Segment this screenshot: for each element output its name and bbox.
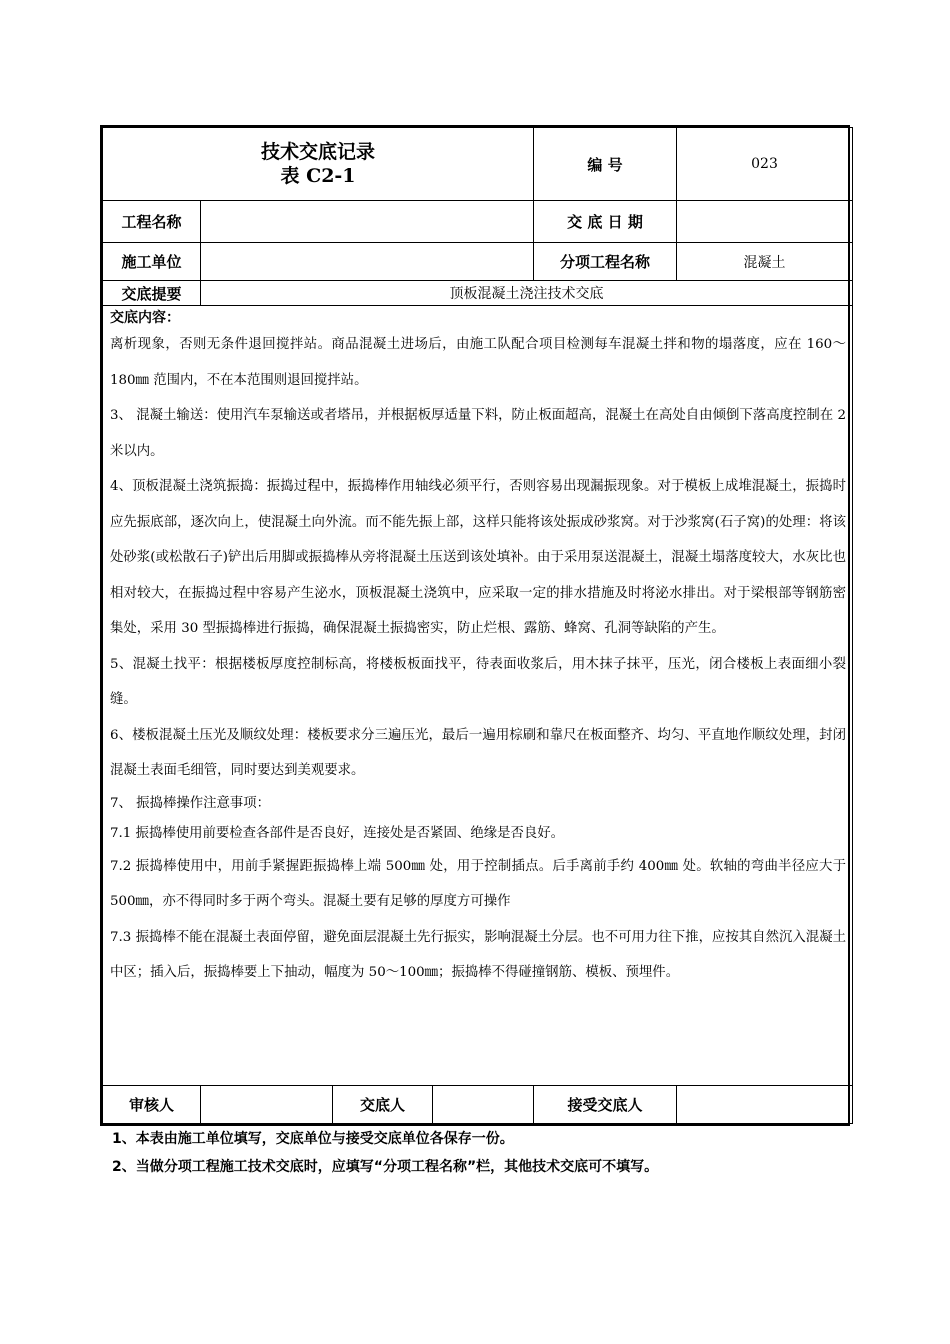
presenter-field[interactable] (433, 1086, 534, 1124)
content-paragraph: 5、混凝土找平：根据楼板厚度控制标高，将楼板板面找平，待表面收浆后，用木抹子抹平，压光，闭合楼板上表面细小裂缝。 (110, 656, 847, 707)
unit-row (103, 243, 853, 281)
content-paragraph: 3、 混凝土输送：使用汽车泵输送或者塔吊，并根据板厚适量下料，防止板面超高，混凝土在高处自由倾倒下落高度控制在 2 米以内。 (110, 408, 847, 459)
content-area (103, 306, 853, 1086)
sub-project-label: 分项工程名称 (534, 243, 677, 281)
content-paragraph: 离析现象，否则无条件退回搅拌站。商品混凝土进场后，由施工队配合项目检测每车混凝土拌和物的塌落度，应在 160～180㎜ 范围内，不在本范围则退回搅拌站。 (110, 337, 847, 388)
project-name-label: 工程名称 (103, 201, 201, 243)
content-heading: 交底内容： (110, 310, 180, 326)
content-paragraph: 7.2 振捣棒使用中，用前手紧握距振捣棒上端 500㎜ 处，用于控制插点。后手离前手约 400㎜ 处。软轴的弯曲半径应大于 500㎜，亦不得同时多于两个弯头。混凝土要有足够的厚度方可操作 (110, 858, 847, 909)
summary-label: 交底提要 (103, 281, 201, 306)
content-paragraph: 7.1 振捣棒使用前要检查各部件是否良好，连接处是否紧固、绝缘是否良好。 (110, 825, 565, 841)
signature-row (103, 1086, 853, 1124)
form-table (102, 127, 853, 1124)
project-name-field[interactable] (201, 201, 534, 243)
receiver-label: 接受交底人 (534, 1086, 677, 1124)
reviewer-field[interactable] (201, 1086, 333, 1124)
reviewer-label: 审核人 (103, 1086, 201, 1124)
content-paragraph: 7、 振捣棒操作注意事项： (110, 795, 271, 811)
form-notes (112, 1125, 852, 1181)
summary-value[interactable]: 顶板混凝土浇注技术交底 (201, 281, 853, 306)
content-paragraph: 7.3 振捣棒不能在混凝土表面停留，避免面层混凝土先行振实，影响混凝土分层。也不可用力往下推，应按其自然沉入混凝土中区；插入后，振捣棒要上下抽动，幅度为 50～100㎜；振捣棒不得碰撞钢筋、模板、预埋件。 (110, 929, 847, 980)
content-paragraph: 4、顶板混凝土浇筑振捣：振捣过程中，振捣棒作用轴线必须平行，否则容易出现漏振现象。对于模板上成堆混凝土，振捣时应先振底部，逐次向上，使混凝土向外流。而不能先振上部，这样只能将该处振成砂浆窝。对于沙浆窝(石子窝)的处理：将该处砂浆(或松散石子)铲出后用脚或振捣棒从旁将混凝土压送到该处填补。由于采用泵送混凝土，混凝土塌落度较大，水灰比也相对较大，在振捣过程中容易产生泌水，顶板混凝土浇筑中，应采取一定的排水措施及时将泌水排出。对于梁根部等钢筋密集处，采用 30 型振捣棒进行振捣，确保混凝土振捣密实，防止烂根、露筋、蜂窝、孔洞等缺陷的产生。 (110, 479, 847, 636)
technical-disclosure-form (100, 125, 850, 1126)
number-label: 编 号 (534, 128, 677, 201)
receiver-field[interactable] (677, 1086, 853, 1124)
date-field[interactable] (677, 201, 853, 243)
form-title (103, 128, 534, 201)
note-line: 2、当做分项工程施工技术交底时，应填写“分项工程名称”栏，其他技术交底可不填写。 (112, 1159, 659, 1175)
construction-unit-field[interactable] (201, 243, 534, 281)
number-value: 023 (677, 128, 853, 201)
project-row (103, 201, 853, 243)
title-line2: 表 C2-1 (280, 165, 356, 187)
title-line1: 技术交底记录 (261, 141, 376, 163)
content-paragraph: 6、楼板混凝土压光及顺纹处理：楼板要求分三遍压光，最后一遍用棕刷和靠尺在板面整齐、均匀、平直地作顺纹处理，封闭混凝土表面毛细管，同时要达到美观要求。 (110, 727, 847, 778)
sub-project-value[interactable]: 混凝土 (677, 243, 853, 281)
summary-row (103, 281, 853, 306)
date-label: 交 底 日 期 (534, 201, 677, 243)
header-row (103, 128, 853, 201)
construction-unit-label: 施工单位 (103, 243, 201, 281)
note-line: 1、本表由施工单位填写，交底单位与接受交底单位各保存一份。 (112, 1131, 514, 1147)
presenter-label: 交底人 (333, 1086, 433, 1124)
content-row (103, 306, 853, 1086)
